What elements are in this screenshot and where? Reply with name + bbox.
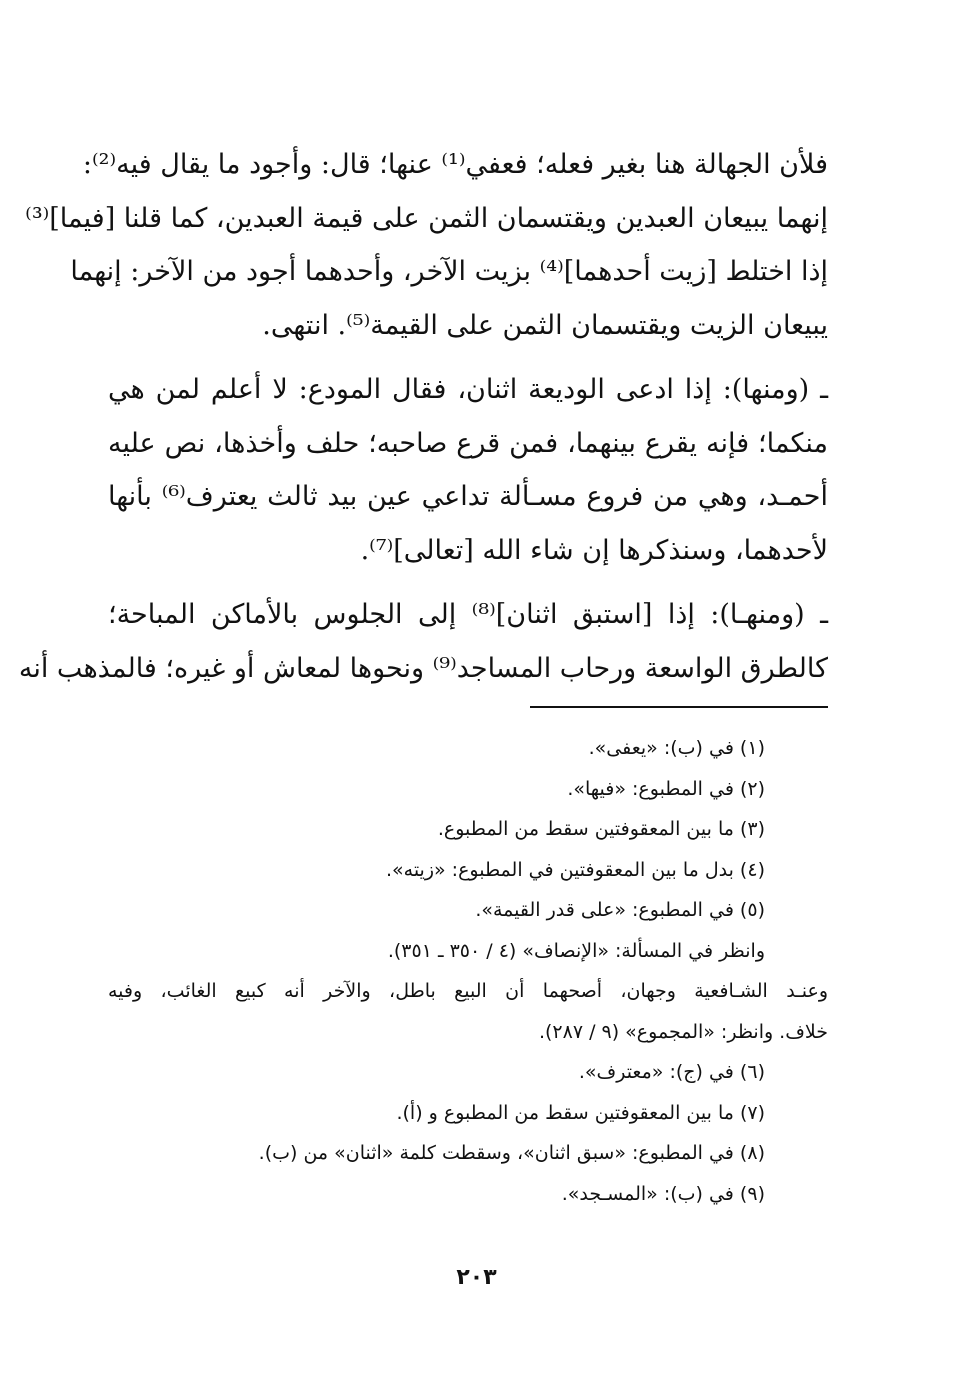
footnote-5-shafii-line-2: خلاف. وانظر: «المجموع» (٩ / ٢٨٧).: [538, 1020, 828, 1043]
footnote-6: (٦) في (ج): «معترف».: [578, 1061, 765, 1083]
footnote-9: (٩) في (ب): «المسـجد».: [561, 1182, 765, 1205]
footnote-7: (٧) ما بين المعقوفتين سقط من المطبوع و (أ).: [396, 1101, 765, 1124]
footnote-8: (٨) في المطبوع: «سبق اثنان»، وسقطت كلمة «اثنان» من (ب).: [258, 1142, 765, 1164]
main-text-body: [18, 138, 828, 695]
footnotes: [108, 728, 828, 1214]
footnote-2: (٢) في المطبوع: «فيها».: [567, 777, 765, 800]
paragraph-1: [25, 138, 828, 352]
footnote-separator: [530, 706, 828, 708]
paragraph-3: [18, 588, 828, 695]
text-line: ـ (ومنهـا): إذا [استبق اثنان]⁽⁸⁾ إلى الجلوس بالأماكن المباحة؛: [108, 599, 828, 630]
footnote-5-see-also: وانظر في المسألة: «الإنصاف» (٤ / ٣٥٠ ـ ٣٥١).: [387, 939, 765, 962]
text-line: فلأن الجهالة هنا بغير فعله؛ فعفي⁽¹⁾ عنها؛ قال: وأجود ما يقال فيه⁽²⁾:: [82, 149, 828, 180]
text-line: إنهما يبيعان العبدين ويقتسمان الثمن على قيمة العبدين، كما قلنا [فيما]⁽³⁾: [25, 202, 828, 234]
footnote-4: (٤) بدل ما بين المعقوفتين في المطبوع: «زيته».: [385, 858, 765, 881]
text-line: إذا اختلط [زيت أحدهما]⁽⁴⁾ بزيت الآخر، وأحدهما أجود من الآخر: إنهما: [70, 256, 828, 287]
footnote-5-shafii-line-1: وعنـد الشـافعية وجهان، أصحهما أن البيع باطل، والآخر أنه كبيع الغائب، وفيه: [108, 980, 828, 1002]
text-line: أحمـد، وهي من فروع مسـألة تداعي عين بيد ثالث يعترف⁽⁶⁾ بأنها: [108, 481, 828, 512]
paragraph-2: [108, 363, 828, 577]
text-line: لأحدهما، وسنذكرها إن شاء الله [تعالى]⁽⁷⁾.: [360, 534, 828, 566]
text-line: منكما؛ فإنه يقرع بينهما، فمن قرع صاحبه؛ حلف وأخذها، نص عليه: [108, 427, 828, 459]
text-line: يبيعان الزيت ويقتسمان الثمن على القيمة⁽⁵⁾. انتهى.: [262, 309, 828, 341]
text-line: كالطرق الواسعة ورحاب المساجد⁽⁹⁾ ونحوها لمعاش أو غيره؛ فالمذهب أنه: [18, 652, 828, 684]
footnote-3: (٣) ما بين المعقوفتين سقط من المطبوع.: [437, 818, 765, 840]
footnote-5: (٥) في المطبوع: «على قدر القيمة».: [475, 899, 765, 921]
page-number: ٢٠٣: [456, 1265, 497, 1290]
text-line: ـ (ومنها): إذا ادعى الوديعة اثنان، فقال المودع: لا أعلم لمن هي: [108, 374, 828, 405]
footnote-1: (١) في (ب): «يعفى».: [588, 737, 765, 759]
